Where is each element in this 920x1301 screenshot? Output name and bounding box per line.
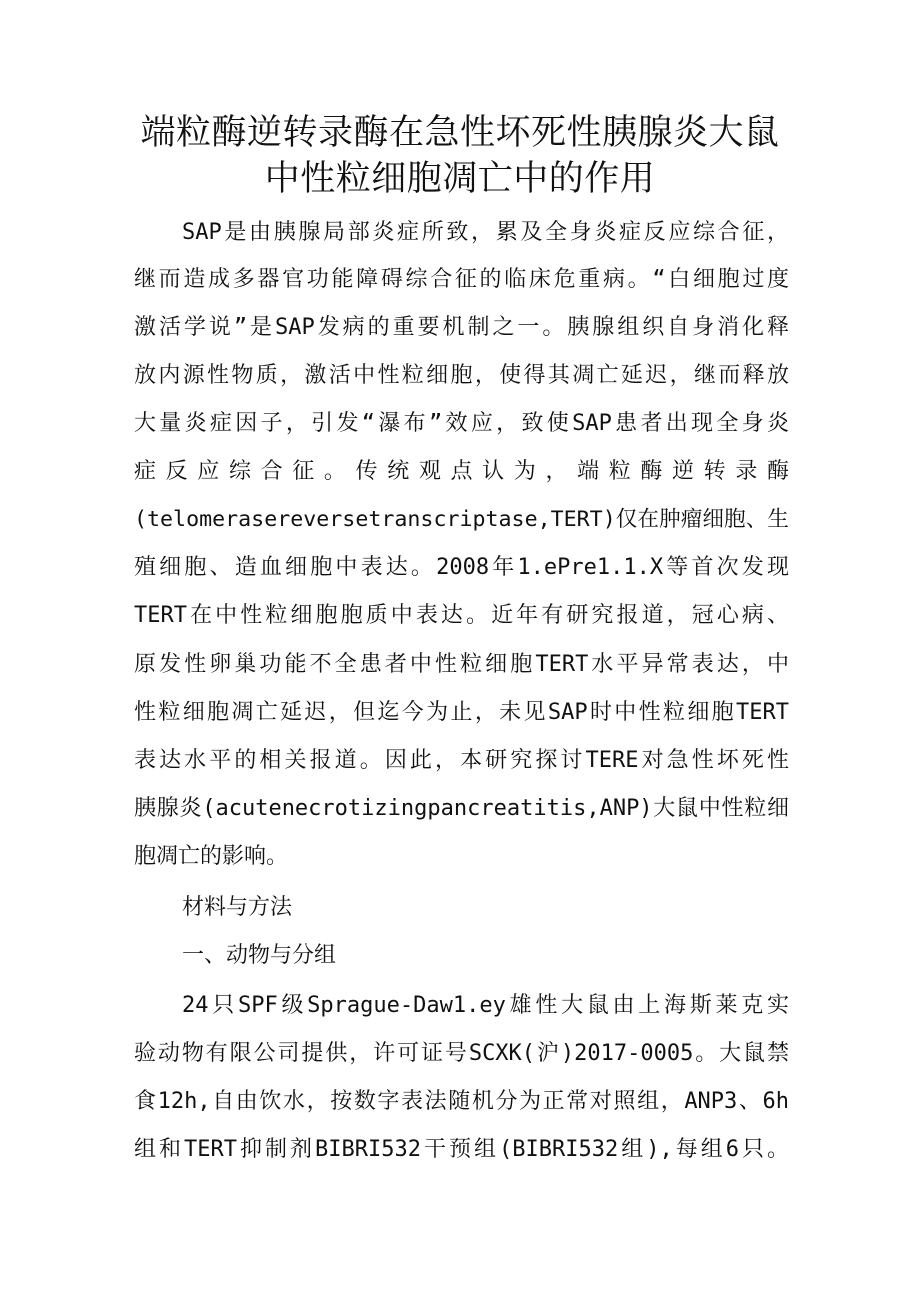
- subsection-heading: 一、动物与分组: [182, 943, 337, 968]
- intro-paragraph-line: 继而造成多器官功能障碍综合征的临床危重病。“白细胞过度: [134, 267, 789, 292]
- intro-paragraph-line: (telomerasereversetranscriptase,TERT)仅在肿瘤细胞、生: [134, 507, 789, 532]
- intro-paragraph-line: TERT在中性粒细胞胞质中表达。近年有研究报道，冠心病、: [134, 603, 789, 628]
- intro-paragraph-line: 激活学说”是SAP发病的重要机制之一。胰腺组织自身消化释: [134, 315, 789, 340]
- section-heading: 材料与方法: [182, 895, 293, 920]
- document-title-line-1: 端粒酶逆转录酶在急性坏死性胰腺炎大鼠: [140, 113, 780, 153]
- intro-paragraph-line: 大量炎症因子，引发“瀑布”效应，致使SAP患者出现全身炎: [134, 411, 789, 436]
- intro-paragraph-line: 胰腺炎(acutenecrotizingpancreatitis,ANP)大鼠中性粒细: [134, 796, 789, 821]
- intro-paragraph-line: 放内源性物质，激活中性粒细胞，使得其凋亡延迟，继而释放: [134, 363, 789, 388]
- methods-paragraph-line: 验动物有限公司提供，许可证号SCXK(沪)2017-0005。大鼠禁: [134, 1041, 789, 1066]
- intro-paragraph-line: 胞凋亡的影响。: [134, 844, 289, 869]
- methods-paragraph-line: 组和TERT抑制剂BIBRI532干预组(BIBRI532组),每组6只。: [134, 1137, 789, 1162]
- intro-paragraph-line: 殖细胞、造血细胞中表达。2008年1.ePre1.1.X等首次发现: [134, 555, 789, 580]
- intro-paragraph-line: 性粒细胞凋亡延迟，但迄今为止，未见SAP时中性粒细胞TERT: [134, 700, 789, 725]
- methods-paragraph-line: 食12h,自由饮水，按数字表法随机分为正常对照组，ANP3、6h: [134, 1089, 789, 1114]
- methods-paragraph-line: 24只SPF级Sprague-Daw1.ey雄性大鼠由上海斯莱克实: [182, 993, 789, 1018]
- intro-paragraph-line: 症反应综合征。传统观点认为，端粒酶逆转录酶: [134, 459, 789, 484]
- document-title-line-2: 中性粒细胞凋亡中的作用: [264, 159, 656, 199]
- intro-paragraph-line: SAP是由胰腺局部炎症所致，累及全身炎症反应综合征，: [182, 220, 789, 245]
- intro-paragraph-line: 表达水平的相关报道。因此，本研究探讨TERE对急性坏死性: [134, 748, 789, 773]
- intro-paragraph-line: 原发性卵巢功能不全患者中性粒细胞TERT水平异常表达，中: [134, 652, 789, 677]
